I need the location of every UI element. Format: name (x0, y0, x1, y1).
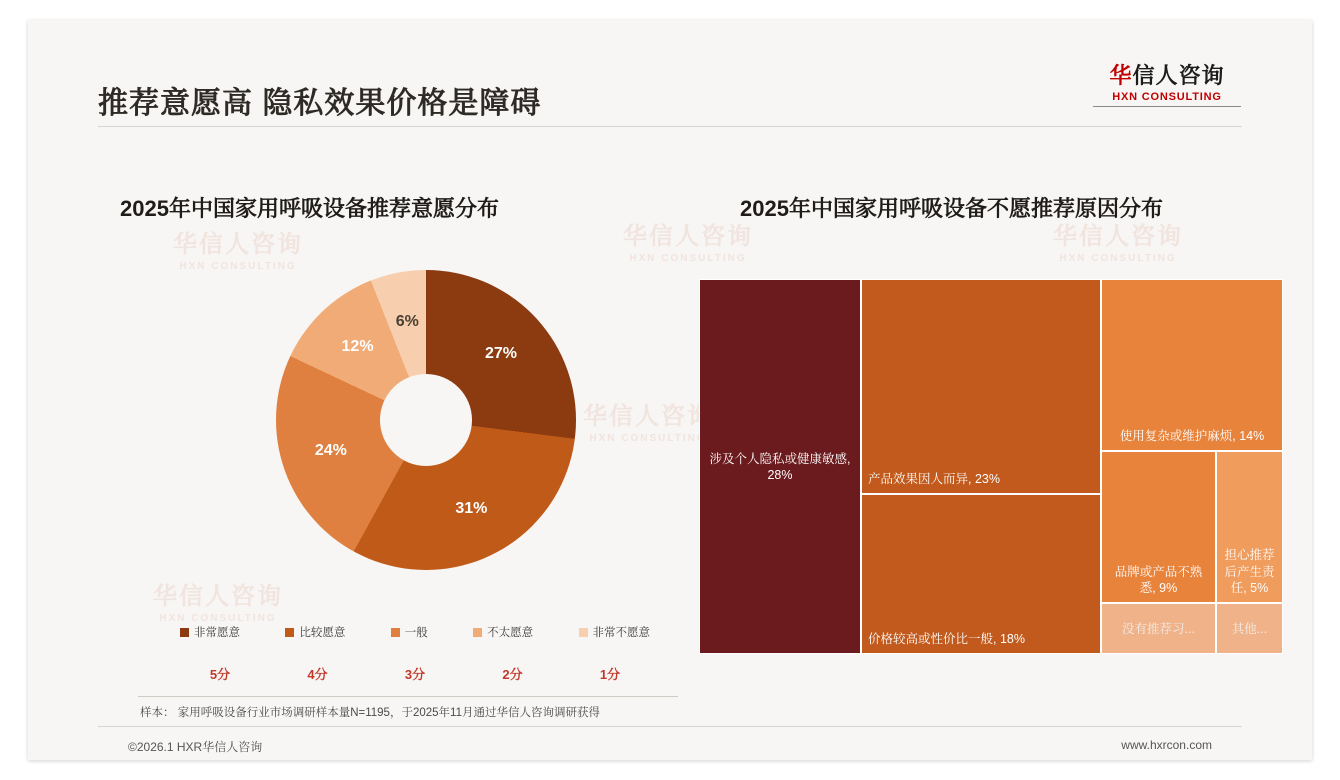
legend-label: 非常愿意 (194, 627, 240, 639)
donut-slice-label: 24% (314, 441, 347, 459)
legend-swatch-icon (473, 628, 482, 637)
page-title: 推荐意愿高 隐私效果价格是障碍 (98, 87, 542, 120)
copyright-text: ©2026.1 HXR华信人咨询 (128, 740, 263, 754)
legend-swatch-icon (180, 628, 189, 637)
legend-item[interactable] (180, 624, 240, 640)
legend-swatch-icon (579, 628, 588, 637)
treemap-cell-label: 产品效果因人而异, 23% (868, 471, 1000, 486)
sample-note: 样本： 家用呼吸设备行业市场调研样本量N=1195，于2025年11月通过华信人咨询调研获得 (140, 707, 600, 719)
treemap-cell[interactable] (1101, 279, 1283, 451)
logo-text-cn-rest: 信人咨询 (1132, 63, 1225, 88)
legend-label: 非常不愿意 (592, 627, 650, 639)
score-scale-row (180, 664, 650, 683)
legend-label: 一般 (404, 627, 428, 639)
score-label: 3分 (404, 667, 426, 682)
unwillingness-reason-treemap (699, 279, 1283, 654)
right-chart-title: 2025年中国家用呼吸设备不愿推荐原因分布 (740, 196, 1163, 221)
watermark-cn: 华信人咨询 (1053, 223, 1183, 250)
logo-text-en: HXN CONSULTING (1112, 91, 1222, 104)
watermark-en: HXN CONSULTING (589, 433, 707, 444)
slide (28, 20, 1312, 760)
donut-slice-label: 6% (395, 312, 419, 330)
watermark-cn: 华信人咨询 (623, 223, 753, 250)
treemap-cell-label: 涉及个人隐私或健康敏感, 28% (709, 451, 851, 482)
header-divider (98, 126, 1242, 127)
company-logo (1092, 64, 1242, 107)
watermark-en: HXN CONSULTING (629, 253, 747, 264)
watermark-en: HXN CONSULTING (1059, 253, 1177, 264)
watermark-cn: 华信人咨询 (153, 583, 283, 610)
treemap-cell[interactable] (861, 494, 1101, 654)
treemap-cell[interactable] (861, 279, 1101, 494)
donut-slice-label: 12% (341, 338, 374, 356)
treemap-cell[interactable] (1216, 603, 1283, 654)
watermark-cn: 华信人咨询 (583, 403, 713, 430)
donut-slice-label: 31% (455, 500, 488, 518)
logo-underline (1093, 106, 1241, 107)
logo-text-cn-red: 华 (1109, 63, 1133, 88)
treemap-cell[interactable] (1101, 603, 1216, 654)
slide-header (28, 20, 1312, 124)
treemap-cell-label: 价格较高或性价比一般, 18% (868, 631, 1025, 646)
donut-hole (380, 374, 472, 466)
watermark (1053, 216, 1183, 264)
legend-swatch-icon (285, 628, 294, 637)
legend-item[interactable] (285, 624, 345, 640)
treemap-cell[interactable] (1101, 451, 1216, 603)
legend-label: 比较愿意 (299, 627, 346, 639)
legend-item[interactable] (579, 624, 651, 640)
treemap-cell[interactable] (1216, 451, 1283, 603)
treemap-cell-label: 品牌或产品不熟悉, 9% (1114, 564, 1203, 595)
treemap-cell-label: 使用复杂或维护麻烦, 14% (1119, 428, 1265, 443)
watermark (153, 576, 283, 624)
treemap-cell-label: 没有推荐习... (1122, 621, 1195, 636)
donut-slice-label: 27% (484, 344, 518, 362)
legend-swatch-icon (391, 628, 400, 637)
watermark-en: HXN CONSULTING (179, 261, 297, 272)
watermark (583, 396, 713, 444)
watermark-cn: 华信人咨询 (173, 231, 303, 258)
footer-divider (98, 726, 1242, 727)
recommendation-willingness-donut-chart (276, 270, 576, 570)
score-label: 1分 (599, 667, 621, 682)
score-label: 2分 (502, 667, 523, 682)
treemap-cell[interactable] (699, 279, 861, 654)
logo-text-cn (1092, 64, 1242, 88)
score-label: 5分 (209, 667, 231, 682)
treemap-cell-label: 担心推荐后产生责任, 5% (1224, 548, 1275, 595)
watermark-en: HXN CONSULTING (159, 613, 277, 624)
legend-label: 不太愿意 (487, 627, 534, 639)
website-text: www.hxrcon.com (1121, 738, 1212, 752)
sample-divider (138, 696, 678, 697)
donut-legend (180, 624, 650, 640)
legend-item[interactable] (391, 624, 428, 640)
legend-item[interactable] (473, 624, 533, 640)
watermark (173, 224, 303, 272)
score-label: 4分 (307, 667, 328, 682)
left-chart-title: 2025年中国家用呼吸设备推荐意愿分布 (120, 196, 499, 221)
watermark (623, 216, 753, 264)
treemap-cell-label: 其他... (1231, 621, 1268, 636)
